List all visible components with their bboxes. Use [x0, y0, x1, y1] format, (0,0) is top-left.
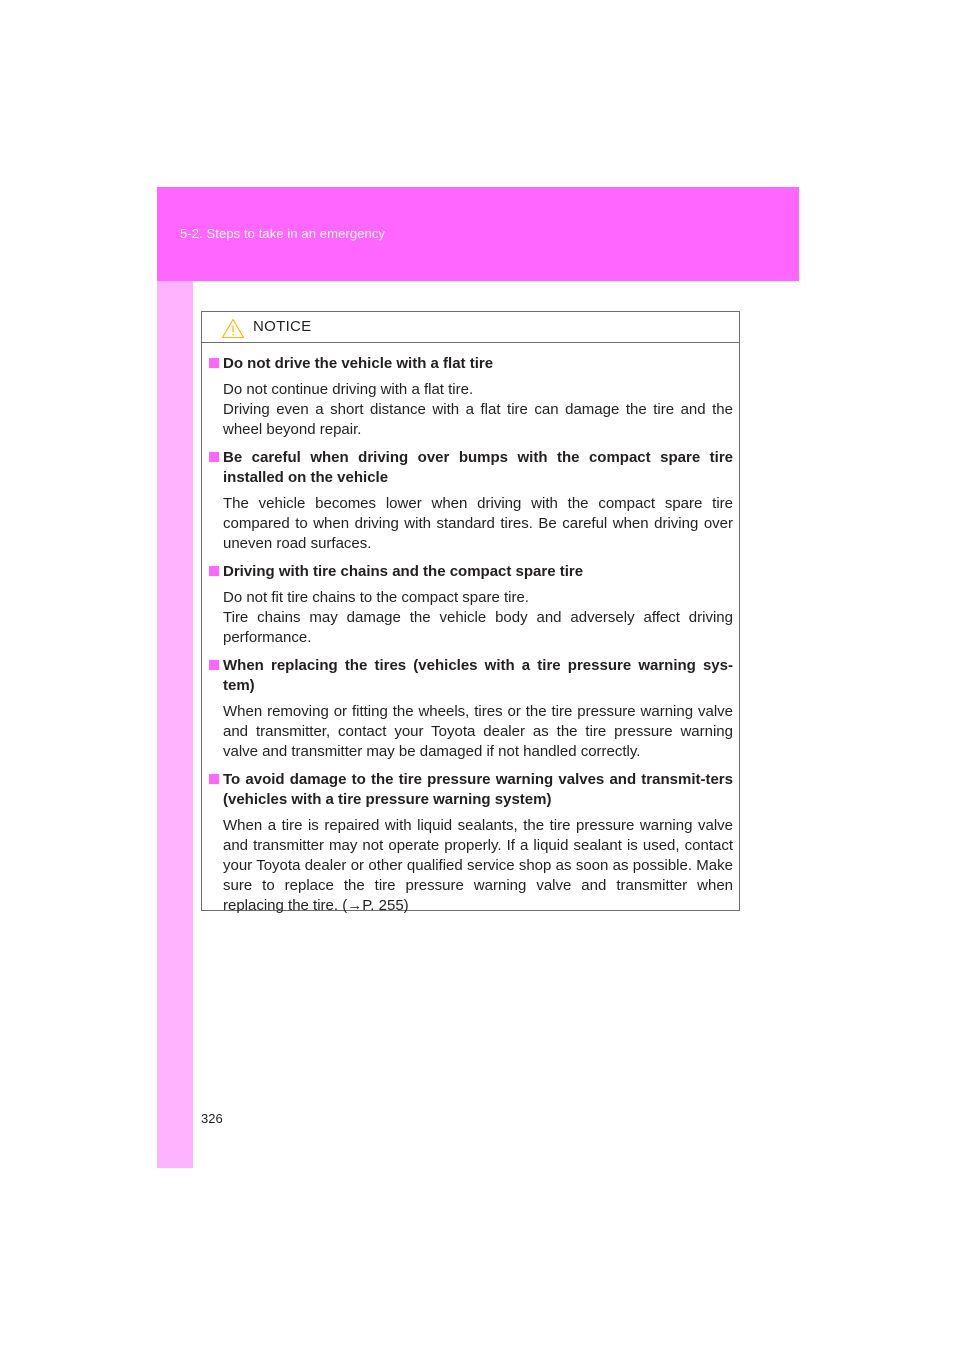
section-heading: Driving with tire chains and the compact spare tire	[223, 563, 584, 580]
section-heading: Do not drive the vehicle with a flat tire	[223, 355, 494, 372]
section-heading: When replacing the tires (vehicles with a tire pressure warning sys-tem)	[223, 657, 733, 694]
notice-section-replacing-tires	[209, 656, 733, 762]
section-paragraph: Do not continue driving with a flat tire.	[223, 381, 474, 398]
section-heading: Be careful when driving over bumps with the compact spare tire installed on the vehicle	[223, 449, 733, 486]
square-bullet-icon	[209, 774, 219, 784]
notice-title: NOTICE	[253, 318, 312, 335]
notice-box	[201, 311, 740, 914]
notice-header	[202, 312, 739, 343]
square-bullet-icon	[209, 660, 219, 670]
notice-section-flat-tire	[209, 354, 733, 440]
section-paragraph: Tire chains may damage the vehicle body and adversely affect driving performance.	[223, 609, 733, 646]
notice-section-bumps	[209, 448, 733, 554]
section-paragraph: The vehicle becomes lower when driving with the compact spare tire compared to when driving with standard tires. Be careful when driving over uneven road surfaces.	[223, 495, 733, 552]
section-paragraph: When removing or fitting the wheels, tires or the tire pressure warning valve and transmitter, contact your Toyota dealer as the tire pressure warning valve and transmitter may be damaged if not handled correctly.	[223, 703, 733, 760]
section-breadcrumb: 5-2. Steps to take in an emergency	[180, 226, 386, 241]
section-paragraph: When a tire is repaired with liquid sealants, the tire pressure warning valve and transmitter may not operate properly. If a liquid sealant is used, contact your Toyota dealer or other qualified service shop as soon as possible. Make sure to replace the tire pressure warning valve and transmitter when replacing the tire. (→P. 255)	[223, 817, 733, 914]
square-bullet-icon	[209, 566, 219, 576]
notice-body	[202, 343, 739, 916]
section-paragraph: Driving even a short distance with a flat tire can damage the tire and the wheel beyond repair.	[223, 401, 733, 438]
warning-triangle-icon	[221, 318, 245, 339]
section-heading: To avoid damage to the tire pressure warning valves and transmit-ters (vehicles with a tire pressure warning system)	[223, 771, 733, 808]
square-bullet-icon	[209, 452, 219, 462]
page-number: 326	[201, 1111, 223, 1126]
section-paragraph: Do not fit tire chains to the compact spare tire.	[223, 589, 529, 606]
notice-section-tire-chains	[209, 562, 733, 648]
notice-section-valve-damage	[209, 770, 733, 916]
square-bullet-icon	[209, 358, 219, 368]
side-color-strip	[157, 187, 193, 1168]
